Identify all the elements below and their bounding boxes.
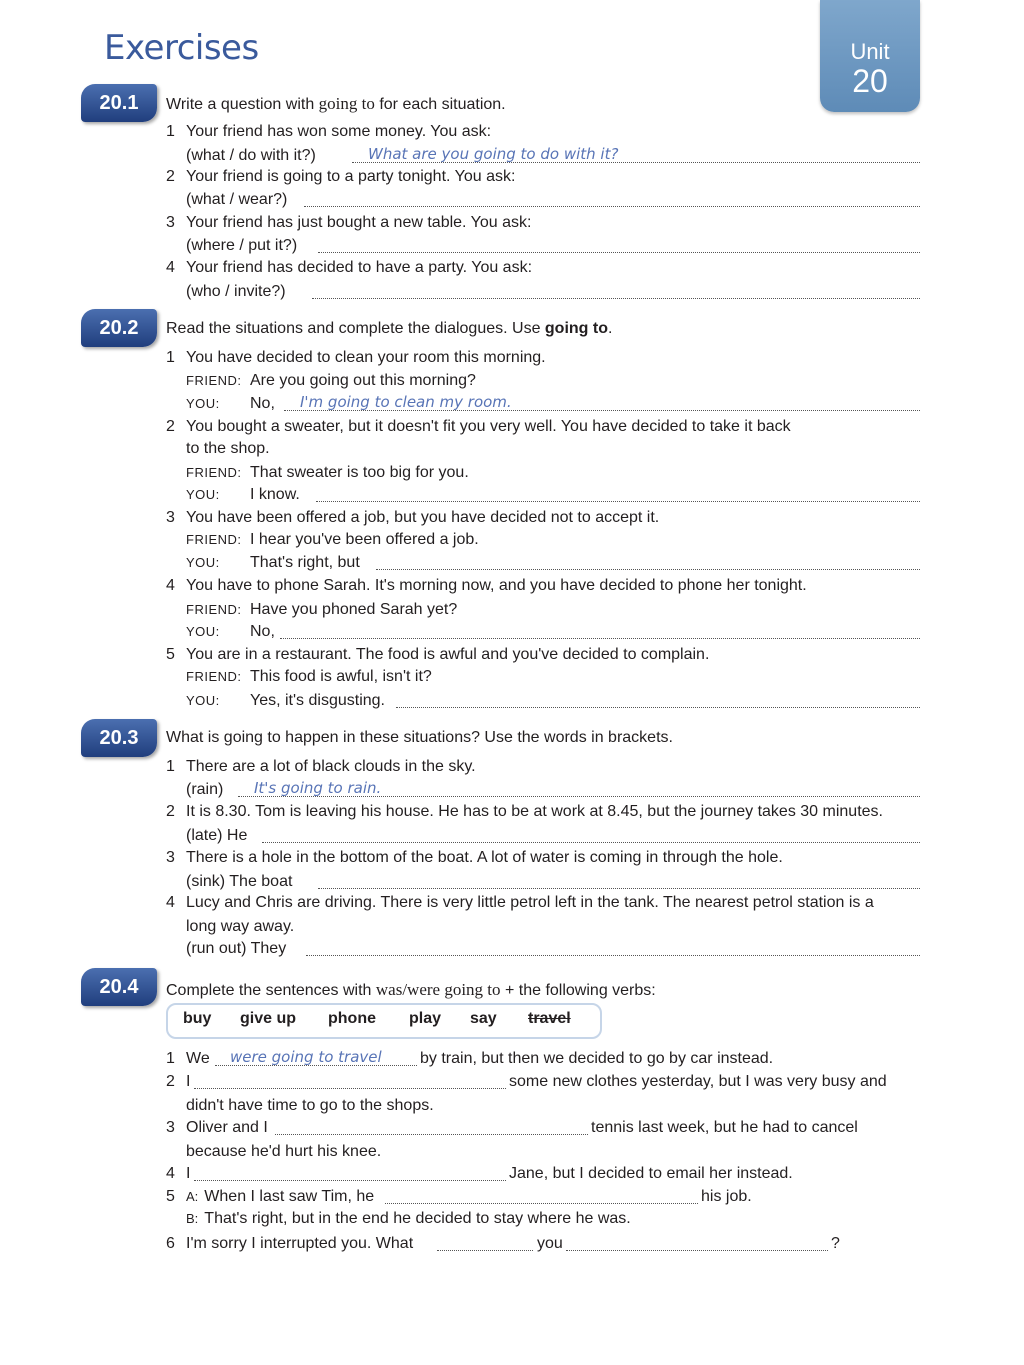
exercise-instruction: Write a question with going to for each situation. [166,94,506,113]
unit-number: 20 [852,63,888,99]
situation-text: Your friend has won some money. You ask: [186,123,492,140]
unit-label: Unit [850,39,890,64]
dialogue-friend: FRIEND: Are you going out this morning? [186,372,476,389]
prompt-text: (late) He [186,827,248,844]
situation-text: Your friend is going to a party tonight. You ask: [186,168,516,185]
answer-line[interactable] [396,687,920,708]
exercise-badge-20-3: 20.3 [81,719,157,757]
answer-line[interactable] [318,868,920,889]
situation-text: long way away. [186,918,295,935]
sentence-start: I [186,1165,191,1182]
situation-text: Lucy and Chris are driving. There is very little petrol left in the tank. The nearest petrol station is a [186,894,874,911]
prompt-text: (sink) The boat [186,873,293,890]
exercise-badge-20-1: 20.1 [81,84,157,122]
situation-text: There is a hole in the bottom of the boat. A lot of water is coming in through the hole. [186,849,783,866]
exercise-instruction: Complete the sentences with was/were going to + the following verbs: [166,980,656,999]
prompt-text: (rain) [186,781,224,798]
exercise-badge-20-2: 20.2 [81,309,157,347]
dialogue-friend: FRIEND: Have you phoned Sarah yet? [186,601,458,618]
dialogue-you: YOU: I know. [186,486,300,503]
answer-line[interactable] [280,618,920,639]
answer-line[interactable] [376,549,920,570]
answer-line[interactable] [316,481,920,502]
verb-word: say [470,1010,497,1027]
item-number: 1 [166,349,175,366]
dialogue-you: YOU: Yes, it's disgusting. [186,692,385,709]
item-number: 3 [166,214,175,231]
situation-text: Your friend has just bought a new table. You ask: [186,214,532,231]
verb-word: buy [183,1010,212,1027]
verb-word: give up [240,1010,297,1027]
prompt-text: (run out) They [186,940,287,957]
sentence-end: some new clothes yesterday, but I was very busy and [509,1073,887,1090]
prompt-text: (what / do with it?) [186,147,316,164]
prompt-text: (where / put it?) [186,237,298,254]
exercise-instruction: What is going to happen in these situations? Use the words in brackets. [166,729,673,746]
item-number: 3 [166,509,175,526]
dialogue-b: B: That's right, but in the end he decided to stay where he was. [186,1210,631,1227]
sentence-end: ? [831,1235,840,1252]
sentence-start: We [186,1050,210,1067]
sentence-end: Jane, but I decided to email her instead. [509,1165,793,1182]
answer-line[interactable] [306,935,920,956]
item-number: 1 [166,758,175,775]
situation-text: You have to phone Sarah. It's morning now, and you have decided to phone her tonight. [186,577,807,594]
prompt-text: (who / invite?) [186,283,286,300]
item-number: 5 [166,646,175,663]
item-number: 2 [166,1073,175,1090]
dialogue-you: YOU: That's right, but [186,554,360,571]
verb-word: play [409,1010,442,1027]
verb-word-used: travel [528,1010,571,1027]
sentence-start: I'm sorry I interrupted you. What [186,1235,414,1252]
answer-line[interactable] [318,232,920,253]
exercise-badge-20-4: 20.4 [81,968,157,1006]
dialogue-friend: FRIEND: That sweater is too big for you. [186,464,469,481]
page-title: Exercises [104,28,259,68]
sentence-start: I [186,1073,191,1090]
situation-text: There are a lot of black clouds in the sky. [186,758,476,775]
sentence-end: tennis last week, but he had to cancel [591,1119,858,1136]
sentence-start: Oliver and I [186,1119,268,1136]
item-number: 5 [166,1188,175,1205]
word-box [166,1003,602,1039]
answer-line[interactable] [566,1230,828,1251]
item-number: 2 [166,418,175,435]
item-number: 2 [166,803,175,820]
sentence-end: by train, but then we decided to go by car instead. [420,1050,774,1067]
answer-line[interactable] [262,822,920,843]
verb-word: phone [328,1010,376,1027]
situation-text: to the shop. [186,440,270,457]
sentence-continuation: because he'd hurt his knee. [186,1143,382,1160]
item-number: 3 [166,849,175,866]
exercise-instruction: Read the situations and complete the dialogues. Use going to. [166,320,613,337]
situation-text: Your friend has decided to have a party. You ask: [186,259,533,276]
unit-tab [820,0,920,112]
answer-line[interactable] [194,1160,506,1181]
situation-text: You bought a sweater, but it doesn't fit you very well. You have decided to take it back [186,418,791,435]
item-number: 4 [166,577,175,594]
answer-line[interactable] [437,1230,533,1251]
dialogue-friend: FRIEND: I hear you've been offered a job. [186,531,479,548]
prompt-text: (what / wear?) [186,191,288,208]
item-number: 6 [166,1235,175,1252]
sentence-middle: you [537,1235,563,1252]
item-number: 4 [166,259,175,276]
situation-text: You have decided to clean your room this morning. [186,349,546,366]
dialogue-a: A: When I last saw Tim, he [186,1188,375,1205]
example-answer: What are you going to do with it? [368,145,619,163]
answer-line[interactable] [275,1114,588,1135]
sentence-continuation: didn't have time to go to the shops. [186,1097,434,1114]
answer-line[interactable] [194,1068,506,1089]
item-number: 3 [166,1119,175,1136]
item-number: 1 [166,123,175,140]
item-number: 4 [166,1165,175,1182]
answer-line[interactable] [304,186,920,207]
answer-line[interactable] [312,278,920,299]
dialogue-you: YOU: No, [186,623,275,640]
situation-text: You are in a restaurant. The food is awful and you've decided to complain. [186,646,710,663]
sentence-end: his job. [701,1188,752,1205]
item-number: 1 [166,1050,175,1067]
answer-line[interactable] [385,1183,698,1204]
situation-text: It is 8.30. Tom is leaving his house. He has to be at work at 8.45, but the journey takes 30 minutes. [186,803,883,820]
dialogue-friend: FRIEND: This food is awful, isn't it? [186,668,432,685]
example-answer: I'm going to clean my room. [300,393,512,411]
situation-text: You have been offered a job, but you have decided not to accept it. [186,509,660,526]
item-number: 4 [166,894,175,911]
dialogue-you: YOU: No, [186,395,275,412]
example-answer: It's going to rain. [254,779,382,797]
example-answer: were going to travel [230,1048,382,1066]
item-number: 2 [166,168,175,185]
